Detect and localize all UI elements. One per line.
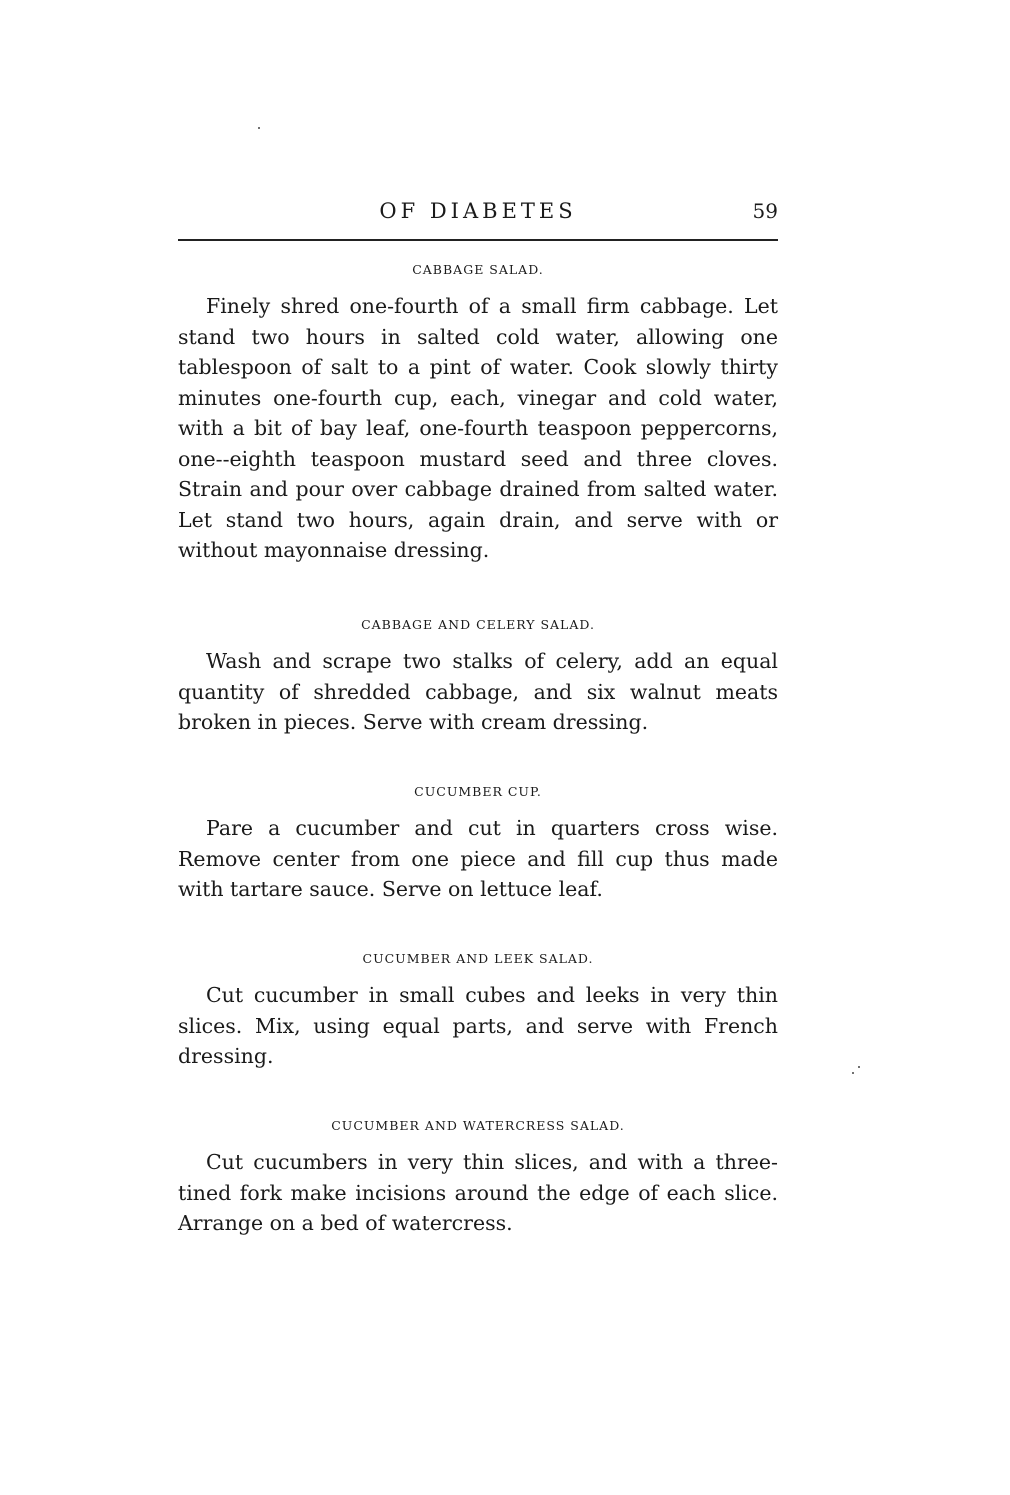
- recipe-title: CUCUMBER AND WATERCRESS SALAD.: [331, 1118, 625, 1133]
- print-speck: [858, 1066, 860, 1068]
- print-speck: [258, 127, 260, 129]
- running-head: OF DIABETES: [379, 199, 577, 223]
- recipe-title: CABBAGE SALAD.: [412, 262, 544, 277]
- recipe-body: Pare a cucumber and cut in quarters cross wise. Remove center from one piece and fill cup thus made with tartare sauce. Serve on lettuce leaf.: [178, 816, 778, 901]
- recipe-title: CUCUMBER AND LEEK SALAD.: [362, 951, 594, 966]
- recipe-title: CUCUMBER CUP.: [414, 784, 542, 799]
- print-speck: [852, 1072, 854, 1074]
- recipe-body: Cut cucumber in small cubes and leeks in very thin slices. Mix, using equal parts, and serve with French dressing.: [178, 983, 778, 1068]
- recipe-title: CABBAGE AND CELERY SALAD.: [361, 617, 595, 632]
- recipe-cucumber-cup: [178, 784, 778, 905]
- recipe-body: Cut cucumbers in very thin slices, and with a three-tined fork make incisions around the edge of each slice. Arrange on a bed of watercress.: [178, 1150, 778, 1235]
- recipe-cucumber-leek-salad: [178, 951, 778, 1072]
- page-number: 59: [752, 199, 778, 223]
- page-header: [178, 197, 778, 241]
- recipe-cucumber-watercress-salad: [178, 1118, 778, 1239]
- recipe-body: Wash and scrape two stalks of celery, add an equal quantity of shredded cabbage, and six walnut meats broken in pieces. Serve with cream dressing.: [178, 649, 778, 734]
- recipe-cabbage-salad: [178, 262, 778, 566]
- recipe-body: Finely shred one-fourth of a small firm cabbage. Let stand two hours in salted cold water, allowing one tablespoon of salt to a pint of water. Cook slowly thirty minutes one-fourth cup, each, vinegar and cold water, with a bit of bay leaf, one-fourth teaspoon peppercorns, one--eighth teaspoon mustard seed and three cloves. Strain and pour over cabbage drained from salted water. Let stand two hours, again drain, and serve with or without mayonnaise dressing.: [178, 294, 778, 562]
- recipe-cabbage-celery-salad: [178, 617, 778, 738]
